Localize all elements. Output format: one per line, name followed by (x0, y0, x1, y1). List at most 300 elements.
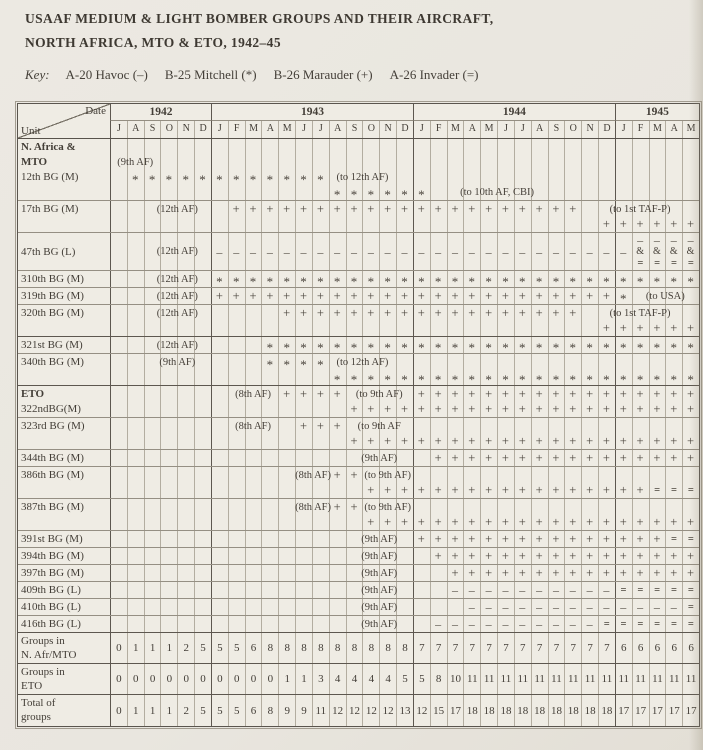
marauder-symbol: + (619, 402, 627, 416)
marauder-symbol: + (350, 289, 358, 303)
mitchell-symbol: * (317, 274, 324, 289)
month-cell (632, 139, 649, 200)
month-cell (228, 305, 245, 336)
month-cell (245, 354, 262, 385)
marauder-symbol: + (687, 566, 695, 580)
month-header: N (379, 121, 396, 138)
marauder-symbol: + (400, 483, 409, 497)
count-cell: 1 (127, 633, 144, 663)
assignment-label: (12th AF) (156, 274, 198, 285)
unit-row (18, 288, 699, 305)
marauder-symbol: + (485, 566, 493, 580)
mitchell-symbol: * (384, 372, 391, 387)
month-cell (329, 599, 346, 615)
mitchell-symbol: * (535, 274, 543, 289)
invader-symbol: = (671, 585, 677, 596)
marauder-symbol: + (283, 387, 291, 401)
count-cell: 12 (346, 695, 363, 726)
invader-symbol: = (671, 485, 677, 496)
havoc-symbol: – (418, 245, 425, 259)
symbol-run (598, 321, 699, 336)
marauder-symbol: + (468, 289, 476, 303)
month-cell (211, 418, 228, 449)
marauder-symbol: + (602, 321, 610, 335)
mitchell-symbol: * (687, 274, 694, 289)
marauder-symbol: + (636, 434, 644, 448)
marauder-symbol: + (687, 217, 695, 231)
symbol-run (463, 600, 682, 615)
count-cell: 12 (362, 695, 379, 726)
marauder-symbol: + (569, 434, 577, 448)
month-cell (211, 548, 228, 564)
month-cell (261, 599, 278, 615)
month-cell (245, 450, 262, 466)
unit-row (18, 565, 699, 582)
havoc-symbol: – (485, 617, 492, 631)
marauder-symbol: + (653, 566, 661, 580)
mitchell-symbol: * (401, 372, 408, 387)
month-cell (160, 565, 177, 581)
havoc-symbol: – (670, 233, 677, 247)
count-cell: 5 (413, 664, 430, 694)
marauder-symbol: + (384, 515, 392, 529)
mitchell-symbol: * (603, 340, 610, 355)
count-cell: 2 (177, 695, 194, 726)
invader-symbol: = (620, 585, 626, 596)
month-header: J (295, 121, 312, 138)
marauder-symbol: + (434, 434, 442, 448)
count-cell: 18 (531, 695, 548, 726)
marauder-symbol: + (518, 306, 526, 320)
marauder-symbol: + (602, 434, 610, 448)
marauder-symbol: + (501, 566, 509, 580)
marauder-symbol: + (687, 387, 695, 401)
marauder-symbol: + (367, 434, 375, 448)
count-cell: 5 (211, 633, 228, 663)
symbol-run (362, 515, 699, 530)
mitchell-symbol: * (468, 274, 476, 289)
mitchell-symbol: * (266, 357, 274, 372)
unit-row (18, 599, 699, 616)
month-cell (447, 599, 464, 615)
marauder-symbol: + (434, 549, 442, 563)
month-cell (413, 450, 430, 466)
unit-label-line: 387th BG (M) (21, 501, 84, 513)
legend-item-a26: A-26 Invader (=) (389, 67, 479, 82)
marauder-symbol: + (468, 483, 476, 497)
month-header: O (362, 121, 379, 138)
marauder-symbol: + (619, 549, 627, 563)
havoc-symbol: – (603, 600, 610, 614)
havoc-symbol: – (670, 600, 677, 614)
count-cell: 15 (430, 695, 447, 726)
mitchell-symbol: * (232, 274, 240, 289)
unit-row (18, 233, 699, 271)
marauder-symbol: + (299, 289, 308, 303)
havoc-symbol: – (367, 245, 374, 259)
count-cell: 4 (329, 664, 346, 694)
mitchell-symbol: * (434, 372, 442, 387)
month-cell (144, 386, 161, 417)
month-cell (261, 499, 278, 530)
mitchell-symbol: * (620, 291, 627, 306)
count-cell: 18 (581, 695, 598, 726)
unit-label (18, 548, 110, 564)
month-cell (160, 548, 177, 564)
havoc-symbol: – (569, 617, 576, 631)
month-cell (329, 582, 346, 598)
month-cell (261, 467, 278, 498)
marauder-symbol: + (518, 434, 526, 448)
mitchell-symbol: * (552, 372, 560, 387)
marauder-symbol: + (501, 515, 509, 529)
marauder-symbol: + (569, 202, 577, 216)
marauder-symbol: + (636, 402, 644, 416)
summary-label-line: Groups in (21, 666, 65, 678)
symbol-run (649, 483, 699, 498)
marauder-symbol: + (518, 532, 526, 546)
month-cell (228, 467, 245, 498)
unit-row (18, 139, 699, 201)
marauder-symbol: + (586, 402, 594, 416)
mitchell-symbol: * (468, 372, 476, 387)
symbol-run (329, 468, 363, 483)
symbol-run (430, 617, 598, 632)
month-cell (144, 467, 161, 498)
symbol-run (329, 500, 363, 515)
count-cell: 11 (463, 664, 480, 694)
assignment-label: (9th AF) (361, 534, 398, 545)
count-cell: 0 (194, 664, 211, 694)
marauder-symbol: + (552, 306, 560, 320)
mitchell-symbol: * (317, 172, 324, 187)
unit-label (18, 499, 110, 530)
marauder-symbol: + (602, 451, 610, 465)
month-cell (110, 337, 127, 353)
symbol-run (346, 402, 699, 417)
symbol-run (211, 289, 615, 304)
symbol-run (430, 451, 699, 466)
symbol-run (665, 532, 699, 547)
month-cell (144, 599, 161, 615)
mitchell-symbol: * (418, 340, 425, 355)
marauder-symbol: + (636, 217, 644, 231)
marauder-symbol: + (316, 387, 324, 401)
assignment-label: (to 1st TAF-P) (609, 204, 671, 215)
year-header-1943: 1943 (211, 104, 413, 121)
count-cell: 18 (514, 695, 531, 726)
month-cell (278, 531, 295, 547)
month-cell (228, 548, 245, 564)
month-header: N (581, 121, 598, 138)
legend-item-b26: B-26 Marauder (+) (273, 67, 373, 82)
marauder-symbol: + (518, 402, 526, 416)
symbol-run (615, 289, 632, 304)
count-cell: 8 (261, 633, 278, 663)
marauder-symbol: + (417, 289, 425, 303)
month-cell (413, 565, 430, 581)
havoc-symbol: – (451, 245, 458, 259)
havoc-symbol: – (620, 245, 627, 259)
assignment-label: (9th AF) (159, 357, 196, 368)
havoc-symbol: – (536, 617, 543, 631)
marauder-symbol: + (586, 549, 594, 563)
unit-label-line: 320th BG (M) (21, 307, 84, 319)
mitchell-symbol: * (552, 274, 560, 289)
summary-label (18, 664, 110, 694)
marauder-symbol: + (333, 202, 341, 216)
assignment-label: (to 9th AF) (355, 389, 403, 400)
month-cell (295, 582, 312, 598)
mitchell-symbol: * (266, 274, 274, 289)
month-cell (127, 565, 144, 581)
month-cell (430, 599, 447, 615)
havoc-symbol: – (519, 600, 526, 614)
unit-label-line: 394th BG (M) (21, 550, 84, 562)
havoc-symbol: – (266, 245, 273, 259)
count-cell: 8 (278, 633, 295, 663)
symbol-run (413, 387, 699, 402)
unit-label (18, 305, 110, 336)
month-cell (127, 531, 144, 547)
month-header: A (329, 121, 346, 138)
month-cell (278, 499, 295, 530)
marauder-symbol: + (468, 202, 476, 216)
marauder-symbol: + (266, 289, 274, 303)
count-cell: 8 (312, 633, 329, 663)
marauder-symbol: + (384, 202, 392, 216)
unit-label (18, 582, 110, 598)
marauder-symbol: + (569, 306, 577, 320)
marauder-symbol: + (602, 532, 610, 546)
month-cell (194, 548, 211, 564)
month-cell (144, 450, 161, 466)
count-cell: 11 (665, 664, 682, 694)
month-header: A (665, 121, 682, 138)
marauder-symbol: + (501, 549, 509, 563)
month-cell (160, 582, 177, 598)
mitchell-symbol: * (333, 187, 341, 202)
marauder-symbol: + (653, 387, 661, 401)
count-cell: 9 (295, 695, 312, 726)
summary-label-line: Total of (21, 697, 56, 709)
symbol-run (598, 217, 699, 232)
unit-label (18, 337, 110, 353)
count-cell: 6 (245, 695, 262, 726)
count-cell: 11 (514, 664, 531, 694)
assignment-label: (to USA) (645, 291, 685, 302)
havoc-symbol: – (552, 583, 559, 597)
mitchell-symbol: * (653, 340, 661, 355)
month-cell (329, 616, 346, 632)
symbol-run (329, 370, 699, 385)
summary-label-line: ETO (21, 680, 43, 692)
month-header: J (615, 121, 632, 138)
marauder-symbol: + (249, 202, 257, 216)
marauder-symbol: + (586, 434, 594, 448)
marauder-symbol: + (670, 321, 678, 335)
count-cell: 0 (261, 664, 278, 694)
month-cell (278, 616, 295, 632)
havoc-symbol: – (468, 245, 475, 259)
month-cell (245, 565, 262, 581)
mitchell-symbol: * (300, 274, 307, 289)
assignment-label: (8th AF) (235, 389, 271, 400)
mitchell-symbol: * (333, 340, 341, 355)
month-cell (329, 565, 346, 581)
marauder-symbol: + (417, 306, 425, 320)
marauder-symbol: + (266, 202, 274, 216)
count-cell: 7 (581, 633, 598, 663)
month-cell (110, 271, 127, 287)
havoc-symbol: – (586, 600, 593, 614)
month-cell (194, 599, 211, 615)
month-cell (329, 531, 346, 547)
unit-label-line: 391st BG (M) (21, 533, 83, 545)
month-cell (194, 467, 211, 498)
marauder-symbol: + (451, 549, 459, 563)
unit-label (18, 386, 110, 417)
havoc-symbol: – (637, 600, 644, 614)
count-cell: 8 (261, 695, 278, 726)
marauder-symbol: + (333, 306, 341, 320)
month-header: O (564, 121, 581, 138)
unit-label (18, 271, 110, 287)
month-cell (127, 582, 144, 598)
symbol-run (278, 306, 581, 321)
marauder-symbol: + (602, 402, 610, 416)
havoc-symbol: – (552, 245, 559, 259)
page-title-line1: USAAF MEDIUM & LIGHT BOMBER GROUPS AND THEIR AIRCRAFT, (25, 11, 494, 26)
marauder-symbol: + (434, 483, 442, 497)
marauder-symbol: + (367, 289, 375, 303)
count-cell: 1 (144, 695, 161, 726)
month-cell (228, 499, 245, 530)
marauder-symbol: + (535, 434, 543, 448)
month-cell (228, 616, 245, 632)
marauder-symbol: + (283, 306, 291, 320)
mitchell-symbol: * (317, 357, 324, 372)
month-header: M (480, 121, 497, 138)
month-cell (278, 450, 295, 466)
month-header: S (548, 121, 565, 138)
marauder-symbol: + (586, 451, 594, 465)
mitchell-symbol: * (165, 172, 173, 187)
month-cell (127, 548, 144, 564)
both-types-symbol: & (686, 246, 695, 257)
month-cell (228, 582, 245, 598)
marauder-symbol: + (468, 549, 476, 563)
count-cell: 17 (682, 695, 699, 726)
havoc-symbol: – (552, 617, 559, 631)
marauder-symbol: + (350, 434, 358, 448)
marauder-symbol: + (283, 202, 291, 216)
month-cell (110, 354, 127, 385)
summary-label (18, 695, 110, 726)
marauder-symbol: + (485, 202, 493, 216)
month-cell (312, 548, 329, 564)
marauder-symbol: + (485, 532, 493, 546)
mitchell-symbol: * (317, 340, 324, 355)
unit-label-line: 386th BG (M) (21, 469, 84, 481)
marauder-symbol: + (602, 483, 610, 497)
havoc-symbol: – (569, 583, 576, 597)
assignment-label: (to 9th AF) (364, 470, 411, 481)
marauder-symbol: + (535, 289, 543, 303)
count-cell: 1 (160, 633, 177, 663)
marauder-symbol: + (468, 515, 476, 529)
mitchell-symbol: * (636, 372, 644, 387)
month-cell (312, 599, 329, 615)
marauder-symbol: + (434, 532, 442, 546)
month-cell (177, 450, 194, 466)
month-cell (144, 499, 161, 530)
month-cell (110, 499, 127, 530)
marauder-symbol: + (569, 515, 577, 529)
marauder-symbol: + (316, 419, 324, 433)
invader-symbol: = (687, 619, 694, 630)
marauder-symbol: + (636, 549, 644, 563)
marauder-symbol: + (670, 402, 678, 416)
count-cell: 0 (110, 633, 127, 663)
marauder-symbol: + (569, 402, 577, 416)
havoc-symbol: – (687, 233, 694, 247)
count-cell: 18 (548, 695, 565, 726)
month-cell (245, 305, 262, 336)
marauder-symbol: + (687, 515, 695, 529)
marauder-symbol: + (232, 202, 240, 216)
marauder-symbol: + (501, 306, 509, 320)
month-cell (194, 531, 211, 547)
month-cell (245, 467, 262, 498)
marauder-symbol: + (518, 289, 526, 303)
count-cell: 5 (228, 633, 245, 663)
count-cell: 8 (379, 633, 396, 663)
unit-label-line: 47th BG (L) (21, 245, 76, 258)
month-cell (245, 548, 262, 564)
month-cell (261, 531, 278, 547)
unit-row (18, 531, 699, 548)
marauder-symbol: + (485, 306, 493, 320)
count-cell: 6 (682, 633, 699, 663)
havoc-symbol: – (401, 245, 408, 259)
month-cell (682, 139, 699, 200)
count-cell: 17 (649, 695, 666, 726)
month-cell (127, 201, 144, 232)
marauder-symbol: + (434, 515, 442, 529)
month-cell (194, 616, 211, 632)
month-cell (211, 599, 228, 615)
marauder-symbol: + (586, 483, 594, 497)
month-header: O (160, 121, 177, 138)
month-cell (144, 616, 161, 632)
marauder-symbol: + (249, 289, 257, 303)
marauder-symbol: + (451, 387, 459, 401)
month-cell (194, 582, 211, 598)
mitchell-symbol: * (401, 340, 408, 355)
invader-symbol: = (687, 534, 694, 545)
mitchell-symbol: * (620, 274, 627, 289)
marauder-symbol: + (602, 217, 610, 231)
mitchell-symbol: * (300, 172, 307, 187)
unit-label-line: 323rd BG (M) (21, 420, 85, 432)
count-cell: 7 (413, 633, 430, 663)
month-header: A (261, 121, 278, 138)
month-cell (144, 565, 161, 581)
count-cell: 8 (295, 633, 312, 663)
unit-label (18, 139, 110, 200)
havoc-symbol: – (451, 617, 458, 631)
